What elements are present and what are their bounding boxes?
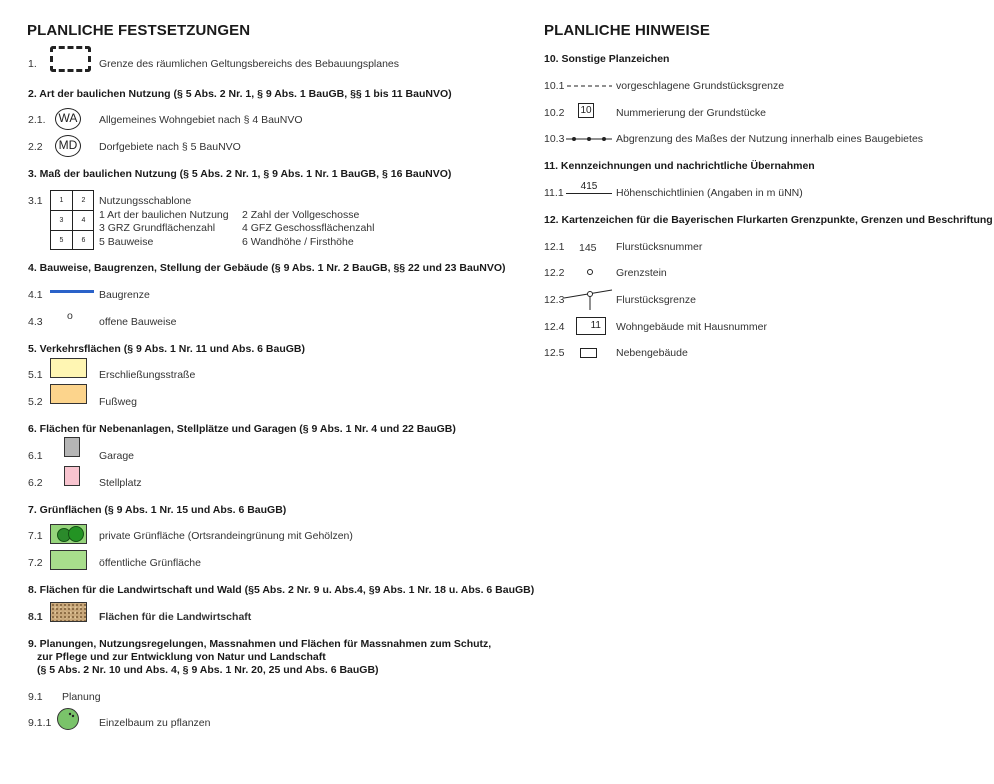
section-heading-line-2: zur Pflege und zur Entwicklung von Natur und Landschaft [37,651,326,663]
schablone-legend-4: 4 GFZ Geschossflächenzahl [242,222,375,234]
public-green-swatch [50,550,87,570]
nutzungsschablone-grid [50,190,94,250]
item-label: Nebengebäude [616,347,688,359]
item-number: 5.1 [28,369,43,381]
tree-icon [56,706,82,732]
item-number: 7.2 [28,557,43,569]
section-heading: 5. Verkehrsflächen (§ 9 Abs. 1 Nr. 11 und Abs. 6 BauGB) [28,343,305,355]
right-column [530,0,994,784]
schablone-title: Nutzungsschablone [99,195,192,207]
section-heading: 11. Kennzeichnungen und nachrichtliche Übernahmen [544,160,815,172]
grid-cell: 2 [81,197,86,204]
section-heading: 7. Grünflächen (§ 9 Abs. 1 Nr. 15 und Abs. 6 BauGB) [28,504,287,516]
road-swatch [50,358,87,378]
section-title: PLANLICHE FESTSETZUNGEN [27,22,251,39]
section-heading: 4. Bauweise, Baugrenzen, Stellung der Gebäude (§ 9 Abs. 1 Nr. 2 BauGB, §§ 22 und 23 BauNVO) [28,262,506,274]
item-label: Einzelbaum zu pflanzen [99,717,211,729]
schablone-legend-1: 1 Art der baulichen Nutzung [99,209,229,221]
item-label: Höhenschichtlinien (Angaben in m üNN) [616,187,803,199]
parcel-boundary-symbol [564,283,614,311]
grid-cell: 4 [81,217,86,224]
item-label: Flurstücksgrenze [616,294,696,306]
grid-cell: 1 [59,197,64,204]
item-number: 9.1.1 [28,717,52,729]
item-number: 1. [28,58,37,70]
item-label: Garage [99,450,135,462]
wa-symbol: WA [55,108,81,130]
residential-building-box: 11 [576,317,606,335]
section-title: PLANLICHE HINWEISE [544,22,710,39]
item-number: 3.1 [28,195,43,207]
geltungsbereich-boundary-symbol [50,46,91,72]
section-heading-line-3: (§ 5 Abs. 2 Nr. 10 und Abs. 4, § 9 Abs. 1 Nr. 20, 25 und Abs. 6 BauGB) [37,664,379,676]
section-heading: 10. Sonstige Planzeichen [544,53,670,65]
secondary-building-box [580,348,597,358]
item-label: Allgemeines Wohngebiet nach § 4 BauNVO [99,114,303,126]
item-number: 10.2 [544,107,565,119]
schablone-legend-2: 2 Zahl der Vollgeschosse [242,209,360,221]
item-label: Flurstücksnummer [616,241,703,253]
item-number: 11.1 [544,187,564,199]
item-label: Grenze des räumlichen Geltungsbereichs des Bebauungsplanes [99,58,400,70]
item-label: Flächen für die Landwirtschaft [99,611,252,623]
md-symbol: MD [55,135,81,157]
parking-swatch [64,466,80,486]
schablone-legend-6: 6 Wandhöhe / Firsthöhe [242,236,354,248]
item-label: Planung [62,691,101,703]
item-label: vorgeschlagene Grundstücksgrenze [616,80,785,92]
grid-cell: 6 [81,237,86,244]
tree-dot-icon [68,526,84,542]
item-label: Erschließungsstraße [99,369,196,381]
lot-number-box: 10 [578,103,594,118]
section-heading: 8. Flächen für die Landwirtschaft und Wald (§5 Abs. 2 Nr. 9 u. Abs.4, §9 Abs. 1 Nr. 18 u. Abs. 6 BauGB) [28,584,535,596]
dashed-line-symbol [567,80,612,90]
item-number: 6.2 [28,477,43,489]
item-number: 12.2 [544,267,565,279]
section-heading: 6. Flächen für Nebenanlagen, Stellplätze und Garagen (§ 9 Abs. 1 Nr. 4 und 22 BauGB) [28,423,456,435]
section-heading: 2. Art der baulichen Nutzung (§ 5 Abs. 2 Nr. 1, § 9 Abs. 1 BauGB, §§ 1 bis 11 BauNVO) [28,88,452,100]
item-number: 12.5 [544,347,565,359]
grid-cell: 5 [59,237,64,244]
item-label: Abgrenzung des Maßes der Nutzung innerhalb eines Baugebietes [616,133,924,145]
item-label: Baugrenze [99,289,150,301]
item-number: 10.3 [544,133,565,145]
baugrenze-line-symbol [50,290,94,293]
item-label: Dorfgebiete nach § 5 BauNVO [99,141,241,153]
item-label: Fußweg [99,396,137,408]
item-number: 12.3 [544,294,565,306]
item-label: Wohngebäude mit Hausnummer [616,321,767,333]
item-number: 9.1 [28,691,43,703]
section-heading: 3. Maß der baulichen Nutzung (§ 5 Abs. 2 Nr. 1, § 9 Abs. 1 Nr. 1 BauGB, § 16 BauNVO) [28,168,452,180]
item-number: 2.1. [28,114,46,126]
footpath-swatch [50,384,87,404]
item-number: 10.1 [544,80,565,92]
item-number: 6.1 [28,450,43,462]
private-green-swatch [50,524,87,544]
grid-cell: 3 [59,217,64,224]
item-number: 4.1 [28,289,43,301]
item-number: 8.1 [28,611,43,623]
offene-bauweise-symbol: o [67,310,73,322]
item-number: 12.4 [544,321,565,333]
schablone-legend-5: 5 Bauweise [99,236,154,248]
boundary-stone-icon [585,267,595,277]
item-label: private Grünfläche (Ortsrandeingrünung mit Gehölzen) [99,530,353,542]
section-heading: 9. Planungen, Nutzungsregelungen, Massnahmen und Flächen für Massnahmen zum Schutz, [28,638,492,650]
item-number: 12.1 [544,241,565,253]
item-number: 2.2 [28,141,43,153]
contour-line-symbol: 415 [566,181,612,194]
section-heading: 12. Kartenzeichen für die Bayerischen Flurkarten Grenzpunkte, Grenzen und Beschriftung [544,214,993,226]
garage-swatch [64,437,80,457]
agriculture-swatch [50,602,87,622]
item-label: Grenzstein [616,267,667,279]
item-label: Nummerierung der Grundstücke [616,107,766,119]
item-label: offene Bauweise [99,316,177,328]
dotted-boundary-line-symbol [566,132,614,146]
item-number: 4.3 [28,316,43,328]
item-label: Stellplatz [99,477,142,489]
schablone-legend-3: 3 GRZ Grundflächenzahl [99,222,216,234]
item-number: 7.1 [28,530,43,542]
item-label: öffentliche Grünfläche [99,557,201,569]
parcel-number-symbol: 145 [579,242,597,254]
item-number: 5.2 [28,396,43,408]
